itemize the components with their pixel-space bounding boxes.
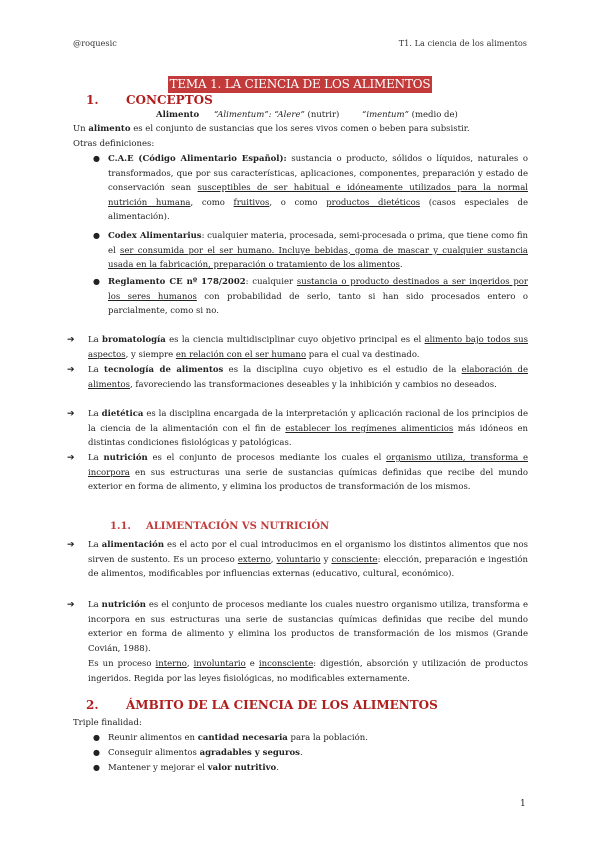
- bullet-icon: ●: [93, 763, 100, 772]
- header-author: @roquesic: [73, 38, 117, 48]
- arrow-item: ➔ La alimentación es el acto por el cual introducimos en el organismo los distintos alimentos que nos sirven de sustento. Es un proceso externo, voluntario y consciente: elección, preparación e ingestión de alimentos, modificables por influencias externas (educativo, cultural, económico).: [67, 540, 528, 579]
- arrow-item: ➔ La bromatología es la ciencia multidisciplinar cuyo objetivo principal es el alimento bajo todos sus aspectos, y siempre en relación con el ser humano para el cual va destinado.: [67, 335, 528, 360]
- arrow-icon: ➔: [67, 409, 75, 419]
- header-chapter: T1. La ciencia de los alimentos: [398, 38, 527, 48]
- definition-item: ● Reglamento CE nº 178/2002: cualquier sustancia o producto destinados a ser ingeridos por los seres humanos con probabilidad de serlo, tanto si han sido procesados entero o parcialmente, como si no.: [93, 277, 528, 316]
- bullet-icon: ●: [93, 154, 100, 163]
- page-header: [73, 38, 527, 48]
- arrow-icon: ➔: [67, 600, 75, 610]
- arrow-item: ➔ La nutrición es el conjunto de procesos mediante los cuales el organismo utiliza, transforma e incorpora en sus estructuras una serie de sustancias químicas definidas que recibe del mundo exterior en forma de alimento, y elimina los productos de transformación de los mismos.: [67, 453, 528, 492]
- list-item: ● Conseguir alimentos agradables y seguros.: [108, 746, 528, 761]
- title-container: [0, 73, 600, 93]
- document-page: @roquesic T1. La ciencia de los alimentos TEMA 1. LA CIENCIA DE LOS ALIMENTOS 1. CONCEPTOS Alimento “Alimentum”: “Alere” (nutrir) “imentum” (medio de) Un alimento es el conjunto de sustancias que los seres vivos comen o beben para subsistir. Otras definiciones: ● C.A.E (Código Alimentario Español): sustancia o producto, sólidos o líquidos, naturales o transformados, que por sus características, aplicaciones, componentes, preparación y estado de conservación sean susceptibles de ser habitual e idóneamente utilizados para la normal nutrición humana, como fruitivos, o como productos dietéticos (casos especiales de alimentación). ● Codex Alimentarius: cualquier materia, procesada, semi-procesada o prima, que tiene como fin el ser consumida por el ser humano. Incluye bebidas, goma de mascar y cualquier sustancia usada en la fabricación, preparación o tratamiento de los alimentos. ● Reglamento CE nº 178/2002: cualquier sustancia o producto destinados a ser ingeridos por los seres humanos con probabilidad de serlo, tanto si han sido procesados entero o parcialmente, como si no. ➔ La bromatología es la ciencia multidisciplinar cuyo objetivo principal es el alimento bajo todos sus aspectos, y siempre en relación con el ser humano para el cual va destinado. ➔ La tecnología de alimentos es la disciplina cuyo objetivo es el estudio de la elaboración de alimentos, favoreciendo las transformaciones deseables y la inhibición y cambios no deseados. ➔ La dietética es la disciplina encargada de la interpretación y aplicación racional de los principios de la ciencia de la alimentación con el fin de establecer los regímenes alimenticios más idóneos en distintas condiciones fisiológicas y patológicas. ➔ La nutrición es el conjunto de procesos mediante los cuales el organismo utiliza, transforma e incorpora en sus estructuras una serie de sustancias químicas definidas que recibe del mundo exterior en forma de alimento, y elimina los productos de transformación de los mismos. 1.1. ALIMENTACIÓN VS NUTRICIÓN ➔ La alimentación es el acto por el cual introducimos en el organismo los distintos alimentos que nos sirven de sustento. Es un proceso externo, voluntario y consciente: elección, preparación e ingestión de alimentos, modificables por influencias externas (educativo, cultural, económico). ➔ La nutrición es el conjunto de procesos mediante los cuales nuestro organismo utiliza, transforma e incorpora en sus estructuras una serie de sustancias químicas definidas que recibe del mundo exterior en forma de alimento y elimina los productos de transformación de los mismos (Grande Covián, 1988). Es un proceso interno, involuntario e inconsciente: digestión, absorción y utilización de productos ingeridos. Regida por las leyes fisiológicas, no modificables externamente. 2. ÁMBITO DE LA CIENCIA DE LOS ALIMENTOS Triple finalidad: ● Reunir alimentos en cantidad necesaria para la población. ● Conseguir alimentos agradables y seguros. ● Mantener y mejorar el valor nutritivo. 1: [0, 0, 600, 848]
- list-item: ● Reunir alimentos en cantidad necesaria para la población.: [108, 731, 528, 746]
- arrow-icon: ➔: [67, 540, 75, 550]
- triple-purpose-label: Triple finalidad:: [73, 718, 142, 728]
- other-definitions-label: Otras definiciones:: [73, 139, 155, 149]
- bullet-icon: ●: [93, 748, 100, 757]
- arrow-item: ➔ La dietética es la disciplina encargada de la interpretación y aplicación racional de los principios de la ciencia de la alimentación con el fin de establecer los regímenes alimenticios más idóneos en distintas condiciones fisiológicas y patológicas.: [67, 409, 528, 448]
- arrow-item: ➔ La nutrición es el conjunto de procesos mediante los cuales nuestro organismo utiliza, transforma e incorpora en sus estructuras una serie de sustancias químicas definidas que recibe del mundo exterior en forma de alimento y elimina los productos de transformación de los mismos (Grande Covián, 1988).: [67, 600, 528, 654]
- arrow-icon: ➔: [67, 453, 75, 463]
- list-item: ● Mantener y mejorar el valor nutritivo.: [108, 761, 528, 776]
- section-1-1-heading: 1.1. ALIMENTACIÓN VS NUTRICIÓN: [110, 521, 330, 532]
- bullet-icon: ●: [93, 231, 100, 240]
- section-1-heading: 1. CONCEPTOS: [86, 93, 213, 107]
- document-title: TEMA 1. LA CIENCIA DE LOS ALIMENTOS: [169, 77, 431, 91]
- arrow-icon: ➔: [67, 365, 75, 375]
- bullet-icon: ●: [93, 733, 100, 742]
- arrow-item: ➔ La tecnología de alimentos es la disciplina cuyo objetivo es el estudio de la elaboración de alimentos, favoreciendo las transformaciones deseables y la inhibición y cambios no deseados.: [67, 365, 529, 390]
- nutrition-process-paragraph: Es un proceso interno, involuntario e inconsciente: digestión, absorción y utilización de productos ingeridos. Regida por las leyes fisiológicas, no modificables externamente.: [88, 659, 529, 684]
- section-2-heading: 2. ÁMBITO DE LA CIENCIA DE LOS ALIMENTOS: [86, 698, 438, 712]
- arrow-icon: ➔: [67, 335, 75, 345]
- definition-item: ● C.A.E (Código Alimentario Español): sustancia o producto, sólidos o líquidos, naturales o transformados, que por sus características, aplicaciones, componentes, preparación y estado de conservación sean susceptibles de ser habitual e idóneamente utilizados para la normal nutrición humana, como fruitivos, o como productos dietéticos (casos especiales de alimentación).: [93, 154, 528, 222]
- page-number: 1: [520, 799, 526, 809]
- bullet-icon: ●: [93, 277, 100, 286]
- definition-paragraph: Un alimento es el conjunto de sustancias que los seres vivos comen o beben para subsistir.: [73, 124, 470, 134]
- definition-item: ● Codex Alimentarius: cualquier materia, procesada, semi-procesada o prima, que tiene como fin el ser consumida por el ser humano. Incluye bebidas, goma de mascar y cualquier sustancia usada en la fabricación, preparación o tratamiento de los alimentos.: [93, 231, 529, 270]
